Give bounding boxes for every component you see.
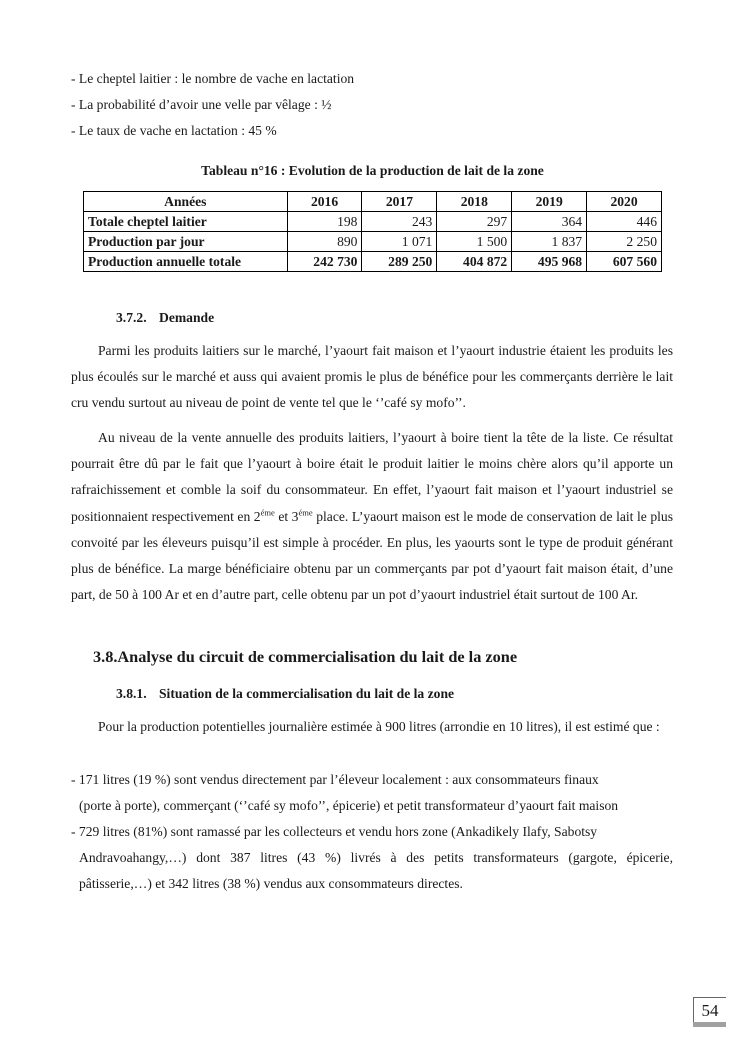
list-item-text: - 171 litres (19 %) sont vendus directement par l’éleveur localement : aux consommateurs finaux: [71, 772, 599, 787]
page-number: 54: [693, 997, 726, 1022]
paragraph-text: place. L’yaourt maison est le mode de conservation de lait le plus convoité par les éleveurs puisqu’il est simple à procéder. En plus, les yaourts sont le type de produit générant plus de bénéfice. La marge bénéficiaire obtenu par un commerçants par pot d’yaourt fait maison était, d’une part, de 50 à 100 Ar et en d’autre part, celle obtenu par un pot d’yaourt industriel était surtout de 100 Ar.: [71, 508, 674, 603]
page-number-bar: [693, 1022, 726, 1027]
table-cell: 297: [437, 212, 512, 232]
row-label: Production annuelle totale: [84, 252, 288, 272]
list-item-text: - 729 litres (81%) sont ramassé par les collecteurs et vendu hors zone (Ankadikely Ilafy, Sabotsy: [71, 824, 598, 839]
list-item-text: Andravoahangy,…) dont 387 litres (43 %) livrés à des petits transformateurs (gargote, épicerie, pâtisserie,…) et 342 litres (38 %) vendus aux consommateurs directes.: [79, 850, 673, 892]
section-number: 3.7.2.: [116, 310, 147, 325]
intro-list-item: - Le taux de vache en lactation : 45 %: [71, 123, 277, 138]
header-cell: 2020: [587, 192, 662, 212]
table-cell: 198: [287, 212, 362, 232]
paragraph-text: Au niveau de la vente annuelle des produits laitiers, l’yaourt à boire tient la tête de la liste. Ce résultat pourrait être dû par le fait que l’yaourt à boire était le produit laitier le moins chère alors qu’il apporte un rafraichissement et comble la soif du consommateur. En effet, l’yaourt fait maison et l’yaourt industriel se positionnaient respectivement en 2: [71, 430, 673, 524]
table-cell: 607 560: [587, 252, 662, 272]
table-header-row: [84, 192, 662, 212]
section-heading-3-8: 3.8.Analyse du circuit de commercialisation du lait de la zone: [93, 647, 518, 666]
list-item: [71, 767, 673, 819]
row-label: Production par jour: [84, 232, 288, 252]
table-cell: 495 968: [512, 252, 587, 272]
section-title: Situation de la commercialisation du lait de la zone: [159, 686, 455, 701]
list-item-text: (porte à porte), commerçant (‘’café sy mofo’’, épicerie) et petit transformateur d’yaourt fait maison: [79, 798, 619, 814]
header-cell: Années: [84, 192, 288, 212]
paragraph: Parmi les produits laitiers sur le marché, l’yaourt fait maison et l’yaourt industrie étaient les produits les plus écoulés sur le marché et auss qui avaient promis le plus de bénéfice pour les commerçants derrière le lait cru vendu surtout au niveau de point de vente tel que le ‘’café sy mofo’’.: [71, 343, 673, 411]
header-cell: 2016: [287, 192, 362, 212]
table-cell: 1 837: [512, 232, 587, 252]
table-cell: 1 071: [362, 232, 437, 252]
table-cell: 404 872: [437, 252, 512, 272]
intro-list-item: - Le cheptel laitier : le nombre de vache en lactation: [71, 71, 355, 86]
table-cell: 446: [587, 212, 662, 232]
superscript: éme: [298, 507, 313, 518]
table-cell: 242 730: [287, 252, 362, 272]
section-heading-3-7-2: [116, 310, 214, 326]
header-cell: 2018: [437, 192, 512, 212]
production-table: [83, 191, 662, 272]
table-cell: 364: [512, 212, 587, 232]
table-cell: 890: [287, 232, 362, 252]
table-row: [84, 232, 662, 252]
table-cell: 243: [362, 212, 437, 232]
intro-list-item: - La probabilité d’avoir une velle par vêlage : ½: [71, 97, 332, 112]
table-row: [84, 212, 662, 232]
section-heading-3-8-1: [116, 686, 454, 702]
paragraph-text: et 3: [274, 508, 299, 524]
paragraph: Pour la production potentielles journalière estimée à 900 litres (arrondie en 10 litres), il est estimé que :: [98, 719, 660, 734]
table-cell: 1 500: [437, 232, 512, 252]
paragraph: [71, 425, 673, 608]
table-row: [84, 252, 662, 272]
section-title: Demande: [159, 310, 215, 325]
header-cell: 2017: [362, 192, 437, 212]
row-label: Totale cheptel laitier: [84, 212, 288, 232]
superscript: éme: [260, 507, 275, 518]
header-cell: 2019: [512, 192, 587, 212]
table-caption: Tableau n°16 : Evolution de la production de lait de la zone: [201, 163, 544, 178]
table-cell: 2 250: [587, 232, 662, 252]
table-cell: 289 250: [362, 252, 437, 272]
section-number: 3.8.1.: [116, 686, 147, 701]
list-item: [71, 819, 673, 898]
